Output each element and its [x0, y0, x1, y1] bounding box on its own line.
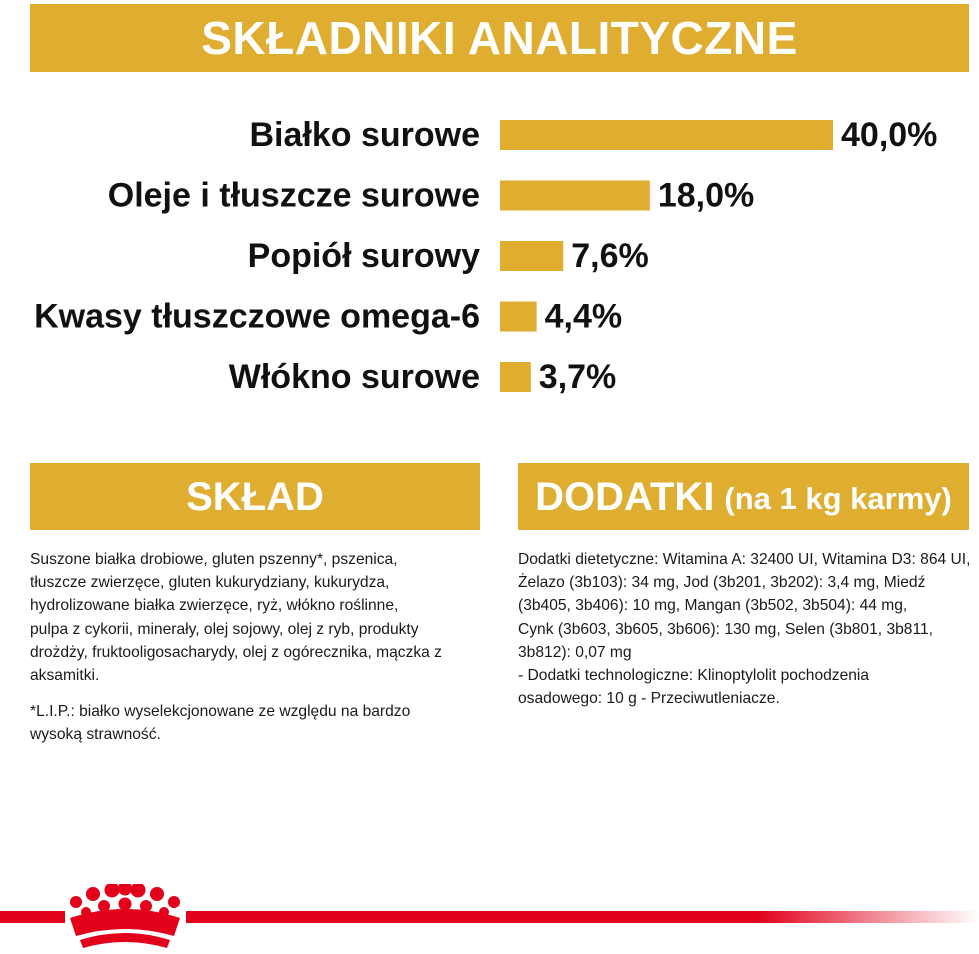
- additives-line: (3b405, 3b406): 10 mg, Mangan (3b502, 3b504): 44 mg,: [518, 597, 908, 615]
- crown-logo-icon: [64, 884, 186, 954]
- composition-line: aksamitki.: [30, 667, 100, 685]
- page-title: SKŁADNIKI ANALITYCZNE: [201, 12, 798, 64]
- category-label: Białko surowe: [249, 116, 480, 154]
- composition-header: [30, 463, 480, 530]
- additives-line: 3b812): 0,07 mg: [518, 643, 632, 661]
- composition-note: [30, 700, 480, 746]
- bar: [500, 362, 531, 392]
- composition-note-line: wysoką strawność.: [30, 726, 161, 744]
- category-label: Popiół surowy: [247, 237, 480, 275]
- category-label: Włókno surowe: [228, 358, 480, 396]
- footer-stripe-right: [186, 911, 979, 923]
- additives-line: - Dodatki technologiczne: Klinoptylolit pochodzenia: [518, 667, 870, 685]
- additives-line: Dodatki dietetyczne: Witamina A: 32400 UI, Witamina D3: 864 UI,: [518, 551, 971, 568]
- additives-line: osadowego: 10 g - Przeciwutleniacze.: [518, 690, 780, 708]
- additives-text: [518, 548, 973, 710]
- value-label: 40,0%: [841, 116, 938, 154]
- footer-stripe-left: [0, 911, 65, 923]
- composition-note-line: *L.I.P.: białko wyselekcjonowane ze względu na bardzo: [30, 703, 411, 721]
- composition-line: pulpa z cykorii, minerały, olej sojowy, olej z ryb, produkty: [30, 620, 419, 638]
- value-label: 7,6%: [571, 237, 649, 275]
- additives-body: [518, 548, 973, 710]
- brand-footer: [0, 884, 979, 954]
- bar: [500, 302, 537, 332]
- value-label: 3,7%: [538, 358, 617, 396]
- composition-line: Suszone białka drobiowe, gluten pszenny*, pszenica,: [30, 551, 398, 568]
- bar: [500, 241, 563, 271]
- additives-line: Cynk (3b603, 3b605, 3b606): 130 mg, Selen (3b801, 3b811,: [518, 620, 933, 638]
- composition-body: [30, 548, 480, 747]
- composition-title: SKŁAD: [186, 474, 324, 519]
- bar: [500, 181, 650, 211]
- composition-text: [30, 548, 480, 687]
- analytical-constituents-chart: [0, 95, 979, 415]
- analytical-constituents-banner: [30, 4, 969, 72]
- composition-line: tłuszcze zwierzęce, gluten kukurydziany, kukurydza,: [30, 574, 390, 592]
- category-label: Kwasy tłuszczowe omega-6: [34, 297, 480, 336]
- additives-title: DODATKI: [535, 474, 715, 519]
- composition-line: drożdży, fruktooligosacharydy, olej z ogórecznika, mączka z: [30, 643, 442, 661]
- value-label: 4,4%: [544, 297, 623, 336]
- additives-subtitle: (na 1 kg karmy): [724, 481, 952, 516]
- value-label: 18,0%: [657, 176, 755, 215]
- additives-line: Żelazo (3b103): 34 mg, Jod (3b201, 3b202): 3,4 mg, Miedź: [518, 574, 926, 592]
- category-label: Oleje i tłuszcze surowe: [107, 176, 480, 215]
- composition-line: hydrolizowane białka zwierzęce, ryż, włókno roślinne,: [30, 597, 399, 615]
- bar: [500, 120, 833, 150]
- additives-header: [518, 463, 969, 530]
